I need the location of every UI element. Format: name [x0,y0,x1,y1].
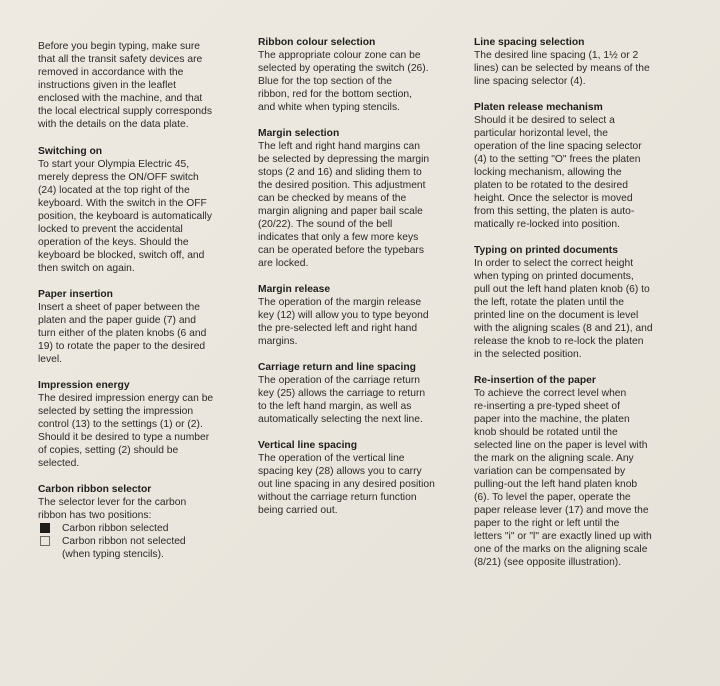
platen-release-section [474,101,686,231]
column-middle [258,36,470,530]
switching-on-heading: Switching on [38,146,103,157]
switching-on-text: To start your Olympia Electric 45, merely depress the ON/OFF switch (24) located at the top right of the keyboard. With the switch in the OFF position, the keyboard is automatically locked to prevent the accidental operation of the keys. Should the keyboard be blocked, switch off, and then switch on again. [38,159,212,274]
impression-energy-text: The desired impression energy can be selected by setting the impression control (13) to the settings (1) or (2). Should it be desired to type a number of copies, setting (2) should be selected. [38,393,214,469]
line-spacing-section [474,36,686,88]
intro-text: Before you begin typing, make sure that all the transit safety devices are removed in accordance with the instructions given in the leaflet enclosed with the machine, and that the local electrical supply corresponds with the details on the data plate. [38,41,212,130]
column-right [474,36,686,582]
impression-energy-section [38,379,250,470]
printed-documents-heading: Typing on printed documents [474,245,618,256]
carbon-ribbon-heading: Carbon ribbon selector [38,484,152,495]
carbon-ribbon-text: The selector lever for the carbon ribbon has two positions: [38,497,187,521]
line-spacing-text: The desired line spacing (1, 1½ or 2 lines) can be selected by means of the line spacing selector (4). [474,50,650,87]
switching-on-section [38,145,250,275]
carbon-ribbon-section [38,483,250,561]
carbon-option-not-selected-label: Carbon ribbon not selected (when typing stencils). [62,536,186,560]
reinsertion-text: To achieve the correct level when re-inserting a pre-typed sheet of paper into the machine, the platen knob should be rotated until the selected line on the paper is level with the mark on the aligning scale. Any variation can be compensated by pulling-out the left hand platen knob (6). To level the paper, operate the paper release lever (17) and move the paper to the right or left until the letters "i" or "l" are exactly lined up with one of the marks on the aligning scale (8/21) (see opposite illustration). [474,388,652,568]
carbon-option-not-selected [38,535,250,561]
carriage-return-section [258,361,470,426]
paper-insertion-text: Insert a sheet of paper between the platen and the paper guide (7) and turn either of the platen knobs (6 and 19) to rotate the paper to the desired level. [38,302,207,365]
margin-release-text: The operation of the margin release key (12) will allow you to type beyond the pre-selected left and right hand margins. [258,297,429,347]
margin-release-section [258,283,470,348]
carbon-option-selected [38,522,250,535]
carriage-return-text: The operation of the carriage return key (25) allows the carriage to return to the left hand margin, as well as automatically selecting the next line. [258,375,426,425]
carbon-option-selected-label: Carbon ribbon selected [62,523,169,534]
printed-documents-text: In order to select the correct height when typing on printed documents, pull out the left hand platen knob (6) to the left, rotate the platen until the printed line on the document is level with the aligning scales (8 and 21), and release the knob to re-lock the platen in the selected position. [474,258,653,360]
margin-selection-text: The left and right hand margins can be selected by depressing the margin stops (2 and 16) and sliding them to the desired position. This adjustment can be checked by means of the margin aligning and paper bail scale (20/22). The sound of the bell indicates that only a few more keys can be operated before the typebars are locked. [258,141,430,269]
vertical-spacing-heading: Vertical line spacing [258,440,358,451]
reinsertion-section [474,374,686,569]
platen-release-heading: Platen release mechanism [474,102,603,113]
margin-selection-section [258,127,470,270]
printed-documents-section [474,244,686,361]
filled-square-icon [40,523,50,533]
platen-release-text: Should it be desired to select a particular horizontal level, the operation of the line spacing selector (4) to the setting "O" frees the platen locking mechanism, allowing the platen to be rotated to the desired height. Once the selector is moved from this setting, the platen is auto- matically re-locked into position. [474,115,642,230]
ribbon-colour-text: The appropriate colour zone can be selected by operating the switch (26). Blue for the top section of the ribbon, red for the bottom section, and white when typing stencils. [258,50,429,113]
vertical-spacing-text: The operation of the vertical line spacing key (28) allows you to carry out line spacing in any desired position without the carriage return function being carried out. [258,453,435,516]
paper-insertion-heading: Paper insertion [38,289,113,300]
column-left [38,36,250,574]
intro-section [38,40,250,131]
line-spacing-heading: Line spacing selection [474,37,585,48]
empty-square-icon [40,536,50,546]
impression-energy-heading: Impression energy [38,380,130,391]
paper-insertion-section [38,288,250,366]
ribbon-colour-heading: Ribbon colour selection [258,37,376,48]
carriage-return-heading: Carriage return and line spacing [258,362,416,373]
margin-selection-heading: Margin selection [258,128,340,139]
vertical-spacing-section [258,439,470,517]
ribbon-colour-section [258,36,470,114]
reinsertion-heading: Re-insertion of the paper [474,375,596,386]
margin-release-heading: Margin release [258,284,331,295]
